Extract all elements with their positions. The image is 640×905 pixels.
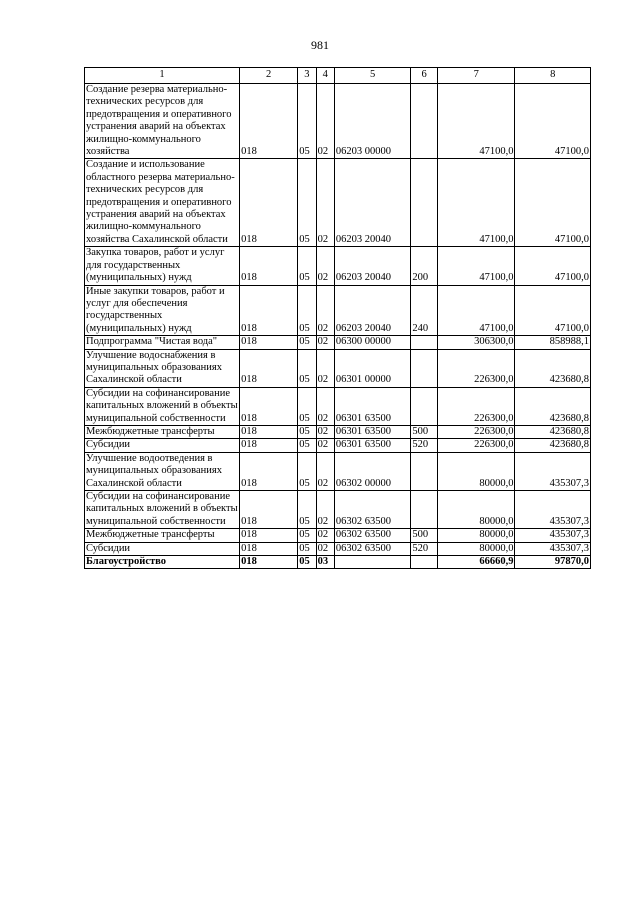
row-amount-2: 47100,0 xyxy=(515,247,591,285)
row-subsection: 02 xyxy=(316,542,334,555)
row-name: Закупка товаров, работ и услуг для государственных (муниципальных) нужд xyxy=(85,247,240,285)
row-amount-1: 226300,0 xyxy=(437,387,515,425)
row-amount-2: 423680,8 xyxy=(515,349,591,387)
budget-table xyxy=(84,67,591,569)
row-expense-type xyxy=(411,336,438,349)
row-amount-1: 80000,0 xyxy=(437,491,515,529)
header-cell: 8 xyxy=(515,68,591,84)
row-section: 05 xyxy=(298,159,316,247)
table-row xyxy=(85,556,591,569)
header-cell: 7 xyxy=(437,68,515,84)
row-amount-1: 47100,0 xyxy=(437,84,515,159)
row-amount-1: 80000,0 xyxy=(437,529,515,542)
table-row xyxy=(85,349,591,387)
row-name: Иные закупки товаров, работ и услуг для обеспечения государственных (муниципальных) нужд xyxy=(85,285,240,336)
row-target-article xyxy=(334,556,411,569)
row-section: 05 xyxy=(298,387,316,425)
row-target-article: 06302 63500 xyxy=(334,491,411,529)
row-subsection: 02 xyxy=(316,247,334,285)
row-expense-type: 520 xyxy=(411,439,438,452)
row-grbs: 018 xyxy=(240,491,298,529)
row-name: Подпрограмма "Чистая вода" xyxy=(85,336,240,349)
header-cell: 3 xyxy=(298,68,316,84)
row-expense-type xyxy=(411,387,438,425)
row-amount-2: 97870,0 xyxy=(515,556,591,569)
table-row xyxy=(85,84,591,159)
row-expense-type xyxy=(411,452,438,490)
row-amount-2: 435307,3 xyxy=(515,452,591,490)
header-cell: 1 xyxy=(85,68,240,84)
table-row xyxy=(85,542,591,555)
row-amount-2: 47100,0 xyxy=(515,285,591,336)
row-subsection: 02 xyxy=(316,336,334,349)
row-amount-1: 47100,0 xyxy=(437,159,515,247)
row-subsection: 03 xyxy=(316,556,334,569)
row-section: 05 xyxy=(298,285,316,336)
row-expense-type: 520 xyxy=(411,542,438,555)
row-amount-1: 80000,0 xyxy=(437,452,515,490)
table-row xyxy=(85,387,591,425)
row-name: Улучшение водоснабжения в муниципальных образованиях Сахалинской области xyxy=(85,349,240,387)
row-expense-type: 200 xyxy=(411,247,438,285)
row-grbs: 018 xyxy=(240,556,298,569)
row-amount-2: 435307,3 xyxy=(515,542,591,555)
row-grbs: 018 xyxy=(240,84,298,159)
row-name: Улучшение водоотведения в муниципальных образованиях Сахалинской области xyxy=(85,452,240,490)
row-amount-1: 226300,0 xyxy=(437,425,515,438)
row-grbs: 018 xyxy=(240,159,298,247)
row-target-article: 06301 63500 xyxy=(334,439,411,452)
row-grbs: 018 xyxy=(240,387,298,425)
row-expense-type xyxy=(411,556,438,569)
row-amount-2: 435307,3 xyxy=(515,491,591,529)
row-grbs: 018 xyxy=(240,439,298,452)
row-target-article: 06203 20040 xyxy=(334,159,411,247)
row-subsection: 02 xyxy=(316,529,334,542)
header-row xyxy=(85,68,591,84)
row-amount-1: 66660,9 xyxy=(437,556,515,569)
row-grbs: 018 xyxy=(240,529,298,542)
row-subsection: 02 xyxy=(316,439,334,452)
table-row xyxy=(85,247,591,285)
row-section: 05 xyxy=(298,336,316,349)
row-grbs: 018 xyxy=(240,452,298,490)
row-expense-type xyxy=(411,349,438,387)
row-section: 05 xyxy=(298,425,316,438)
table-row xyxy=(85,425,591,438)
row-grbs: 018 xyxy=(240,285,298,336)
row-section: 05 xyxy=(298,84,316,159)
table-row xyxy=(85,285,591,336)
row-grbs: 018 xyxy=(240,425,298,438)
row-section: 05 xyxy=(298,491,316,529)
row-amount-2: 423680,8 xyxy=(515,439,591,452)
table-row xyxy=(85,439,591,452)
header-cell: 6 xyxy=(411,68,438,84)
header-cell: 2 xyxy=(240,68,298,84)
row-amount-2: 423680,8 xyxy=(515,425,591,438)
row-expense-type: 240 xyxy=(411,285,438,336)
row-subsection: 02 xyxy=(316,285,334,336)
row-name: Создание резерва материально-технических ресурсов для предотвращения и оперативного устранения аварий на объектах жилищно-коммунального хозяйства xyxy=(85,84,240,159)
row-section: 05 xyxy=(298,247,316,285)
row-section: 05 xyxy=(298,439,316,452)
row-name: Межбюджетные трансферты xyxy=(85,529,240,542)
row-target-article: 06302 63500 xyxy=(334,542,411,555)
row-grbs: 018 xyxy=(240,349,298,387)
table-row xyxy=(85,336,591,349)
row-subsection: 02 xyxy=(316,425,334,438)
row-subsection: 02 xyxy=(316,387,334,425)
row-target-article: 06302 63500 xyxy=(334,529,411,542)
row-expense-type xyxy=(411,84,438,159)
row-section: 05 xyxy=(298,556,316,569)
row-expense-type: 500 xyxy=(411,425,438,438)
row-amount-1: 47100,0 xyxy=(437,285,515,336)
row-target-article: 06301 00000 xyxy=(334,349,411,387)
page-number: 981 xyxy=(311,38,329,52)
row-amount-1: 306300,0 xyxy=(437,336,515,349)
row-amount-2: 423680,8 xyxy=(515,387,591,425)
row-name: Межбюджетные трансферты xyxy=(85,425,240,438)
row-target-article: 06300 00000 xyxy=(334,336,411,349)
row-section: 05 xyxy=(298,542,316,555)
row-grbs: 018 xyxy=(240,247,298,285)
table-row xyxy=(85,491,591,529)
row-name: Субсидии на софинансирование капитальных вложений в объекты муниципальной собственности xyxy=(86,387,238,424)
row-expense-type xyxy=(411,491,438,529)
row-subsection: 02 xyxy=(316,84,334,159)
row-grbs: 018 xyxy=(240,336,298,349)
row-target-article: 06301 63500 xyxy=(334,425,411,438)
row-name: Субсидии xyxy=(85,439,240,452)
header-cell: 5 xyxy=(334,68,411,84)
row-expense-type xyxy=(411,159,438,247)
row-target-article: 06203 20040 xyxy=(334,285,411,336)
row-subsection: 02 xyxy=(316,491,334,529)
row-amount-2: 47100,0 xyxy=(515,84,591,159)
row-subsection: 02 xyxy=(316,349,334,387)
row-expense-type: 500 xyxy=(411,529,438,542)
table-row xyxy=(85,452,591,490)
row-target-article: 06301 63500 xyxy=(334,387,411,425)
row-section: 05 xyxy=(298,452,316,490)
row-amount-1: 47100,0 xyxy=(437,247,515,285)
row-amount-2: 858988,1 xyxy=(515,336,591,349)
row-subsection: 02 xyxy=(316,159,334,247)
header-cell: 4 xyxy=(316,68,334,84)
row-amount-2: 47100,0 xyxy=(515,159,591,247)
row-name: Создание и использование областного резерва материально-технических ресурсов для предотвращения и оперативного устранения аварий на объектах жилищно-коммунального хозяйства Сахалинской области xyxy=(85,159,240,247)
row-name: Субсидии на софинансирование капитальных вложений в объекты муниципальной собственности xyxy=(86,491,238,527)
row-name: Субсидии xyxy=(85,542,240,555)
row-section: 05 xyxy=(298,349,316,387)
row-grbs: 018 xyxy=(240,542,298,555)
row-target-article: 06203 20040 xyxy=(334,247,411,285)
row-name: Благоустройство xyxy=(85,556,240,569)
row-subsection: 02 xyxy=(316,452,334,490)
table-row xyxy=(85,159,591,247)
table-row xyxy=(85,529,591,542)
row-target-article: 06302 00000 xyxy=(334,452,411,490)
row-target-article: 06203 00000 xyxy=(334,84,411,159)
row-amount-1: 80000,0 xyxy=(437,542,515,555)
row-amount-1: 226300,0 xyxy=(437,439,515,452)
row-amount-2: 435307,3 xyxy=(515,529,591,542)
row-amount-1: 226300,0 xyxy=(437,349,515,387)
row-section: 05 xyxy=(298,529,316,542)
table-body xyxy=(85,84,591,569)
